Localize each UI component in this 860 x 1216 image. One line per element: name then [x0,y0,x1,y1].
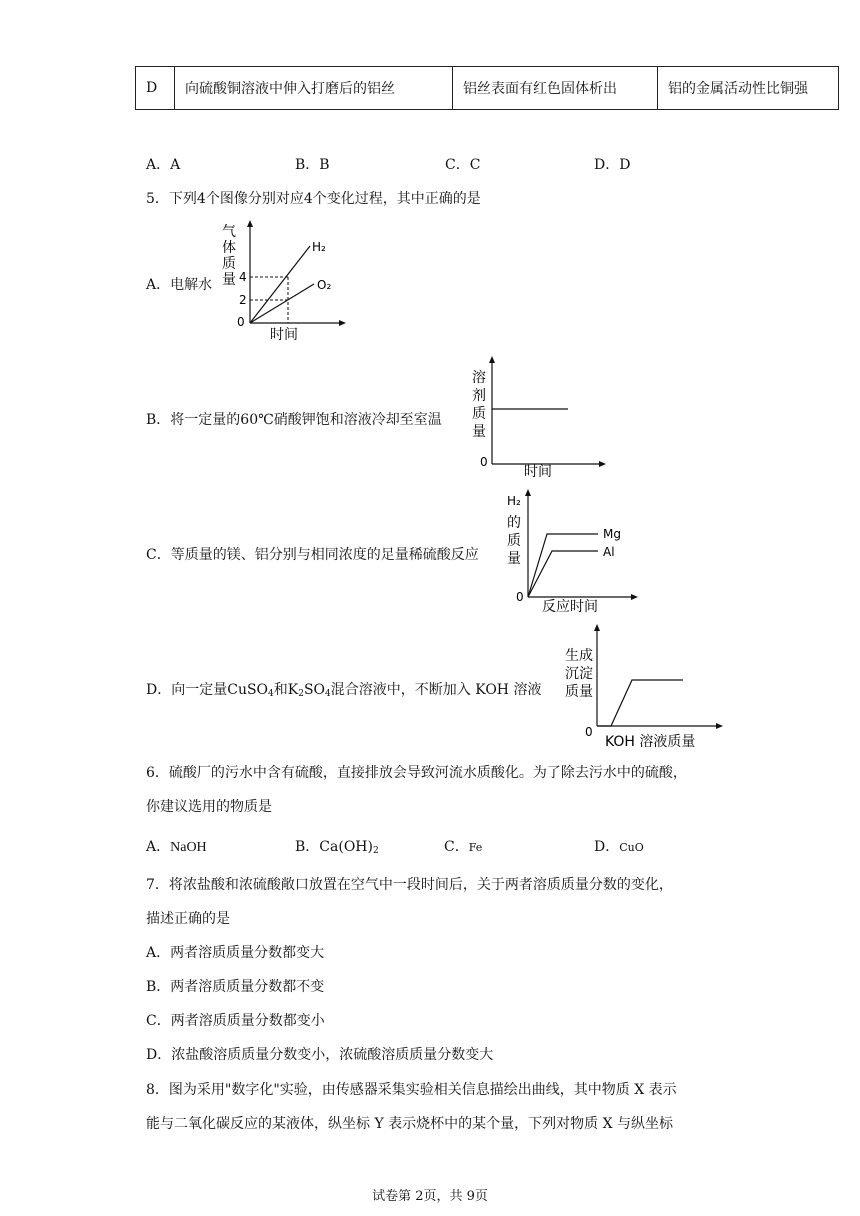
q4-option-a: A．A [146,157,181,173]
origin-label: 0 [480,455,488,469]
y-label-top: H₂ [507,494,521,508]
label-al: Al [603,545,615,559]
chart-mg-al [502,487,642,615]
label-o2: O₂ [317,278,332,292]
y-label: 溶剂质量 [472,370,486,440]
row-phenomenon: 铝丝表面有红色固体析出 [453,67,658,110]
formula-cuso4: CuSO$_4$ [227,682,274,699]
label-mg: Mg [603,527,621,541]
q7-stem-line2: 描述正确的是 [146,911,230,927]
q7-option-a: A．两者溶质质量分数都变大 [146,945,325,961]
q6-option-d: D．CuO [594,839,644,855]
series-o2 [250,284,314,323]
formula-k2so4: $K_2SO_4$ [287,682,331,699]
series-h2 [250,246,310,323]
x-label: 时间 [524,464,552,480]
q7-stem-line1: 7．将浓盐酸和浓硫酸敞口放置在空气中一段时间后，关于两者溶质质量分数的变化， [146,877,673,893]
row-conclusion: 铝的金属活动性比铜强 [658,67,839,110]
y-axis-arrow [247,220,253,227]
ytick-4: 4 [239,270,247,284]
q6-option-b: B．$Ca(OH)_2$ [295,839,379,856]
q7-option-c: C．两者溶质质量分数都变小 [146,1013,325,1029]
chart-electrolysis [218,218,348,343]
y-axis-arrow [525,489,531,496]
table-row [136,67,839,110]
x-label: 时间 [270,327,298,343]
series-al [528,551,598,597]
label-h2: H₂ [312,240,326,254]
x-axis-arrow [631,594,638,600]
q7-option-b: B．两者溶质质量分数都不变 [146,979,325,995]
y-label: 气体质量 [222,224,236,288]
q8-stem-line2: 能与二氧化碳反应的某液体，纵坐标 Y 表示烧杯中的某个量，下列对物质 X 与纵坐标 [146,1116,674,1132]
chart-precipitate [563,622,728,750]
q6-option-c: C．Fe [444,839,483,855]
q6-stem-line2: 你建议选用的物质是 [146,799,272,815]
ytick-2: 2 [239,293,247,307]
page-footer: 试卷第 2页，共 9页 [372,1189,488,1204]
q6-option-a: A．NaOH [146,839,207,855]
q4-option-d: D．D [594,157,631,173]
y-axis-arrow [594,624,600,631]
x-label: 反应时间 [542,599,598,615]
q5-stem: 5．下列4个图像分别对应4个变化过程，其中正确的是 [146,191,481,207]
x-axis-arrow [599,461,606,467]
q5-option-d: D．向一定量CuSO$_4$和$K_2SO_4$混合溶液中，不断加入 KOH 溶液 [146,682,542,699]
q4-option-b: B．B [295,157,330,173]
q5-option-c: C．等质量的镁、铝分别与相同浓度的足量稀硫酸反应 [146,547,479,563]
origin-label: 0 [237,315,245,329]
x-axis-arrow [716,723,723,729]
x-axis-arrow [339,320,346,326]
origin-label: 0 [516,590,524,604]
series-precipitate [597,680,683,726]
q8-stem-line1: 8．图为采用"数字化"实验，由传感器采集实验相关信息描绘出曲线，其中物质 X 表示 [146,1082,677,1098]
q5-option-b: B．将一定量的60℃硝酸钾饱和溶液冷却至室温 [146,412,442,428]
q4-option-c: C．C [445,157,481,173]
row-operation: 向硫酸铜溶液中伸入打磨后的铝丝 [175,67,453,110]
q5-option-a: A．电解水 [146,277,213,293]
q5-d-pre: D．向一定量 [146,682,228,698]
y-label: 生成沉淀质量 [565,648,593,700]
y-label: 的质量 [507,515,521,567]
series-mg [528,534,598,597]
row-label: D [136,67,175,110]
q5-d-post: 混合溶液中，不断加入 KOH 溶液 [330,682,542,698]
y-axis-arrow [489,356,495,363]
q6-stem-line1: 6．硫酸厂的污水中含有硫酸，直接排放会导致河流水质酸化。为了除去污水中的硫酸， [146,765,687,781]
answer-table [135,66,839,110]
x-label: KOH 溶液质量 [605,734,696,750]
origin-label: 0 [585,725,593,739]
q7-option-d: D．浓盐酸溶质质量分数变小，浓硫酸溶质质量分数变大 [146,1047,494,1063]
chart-kno3 [468,352,608,482]
